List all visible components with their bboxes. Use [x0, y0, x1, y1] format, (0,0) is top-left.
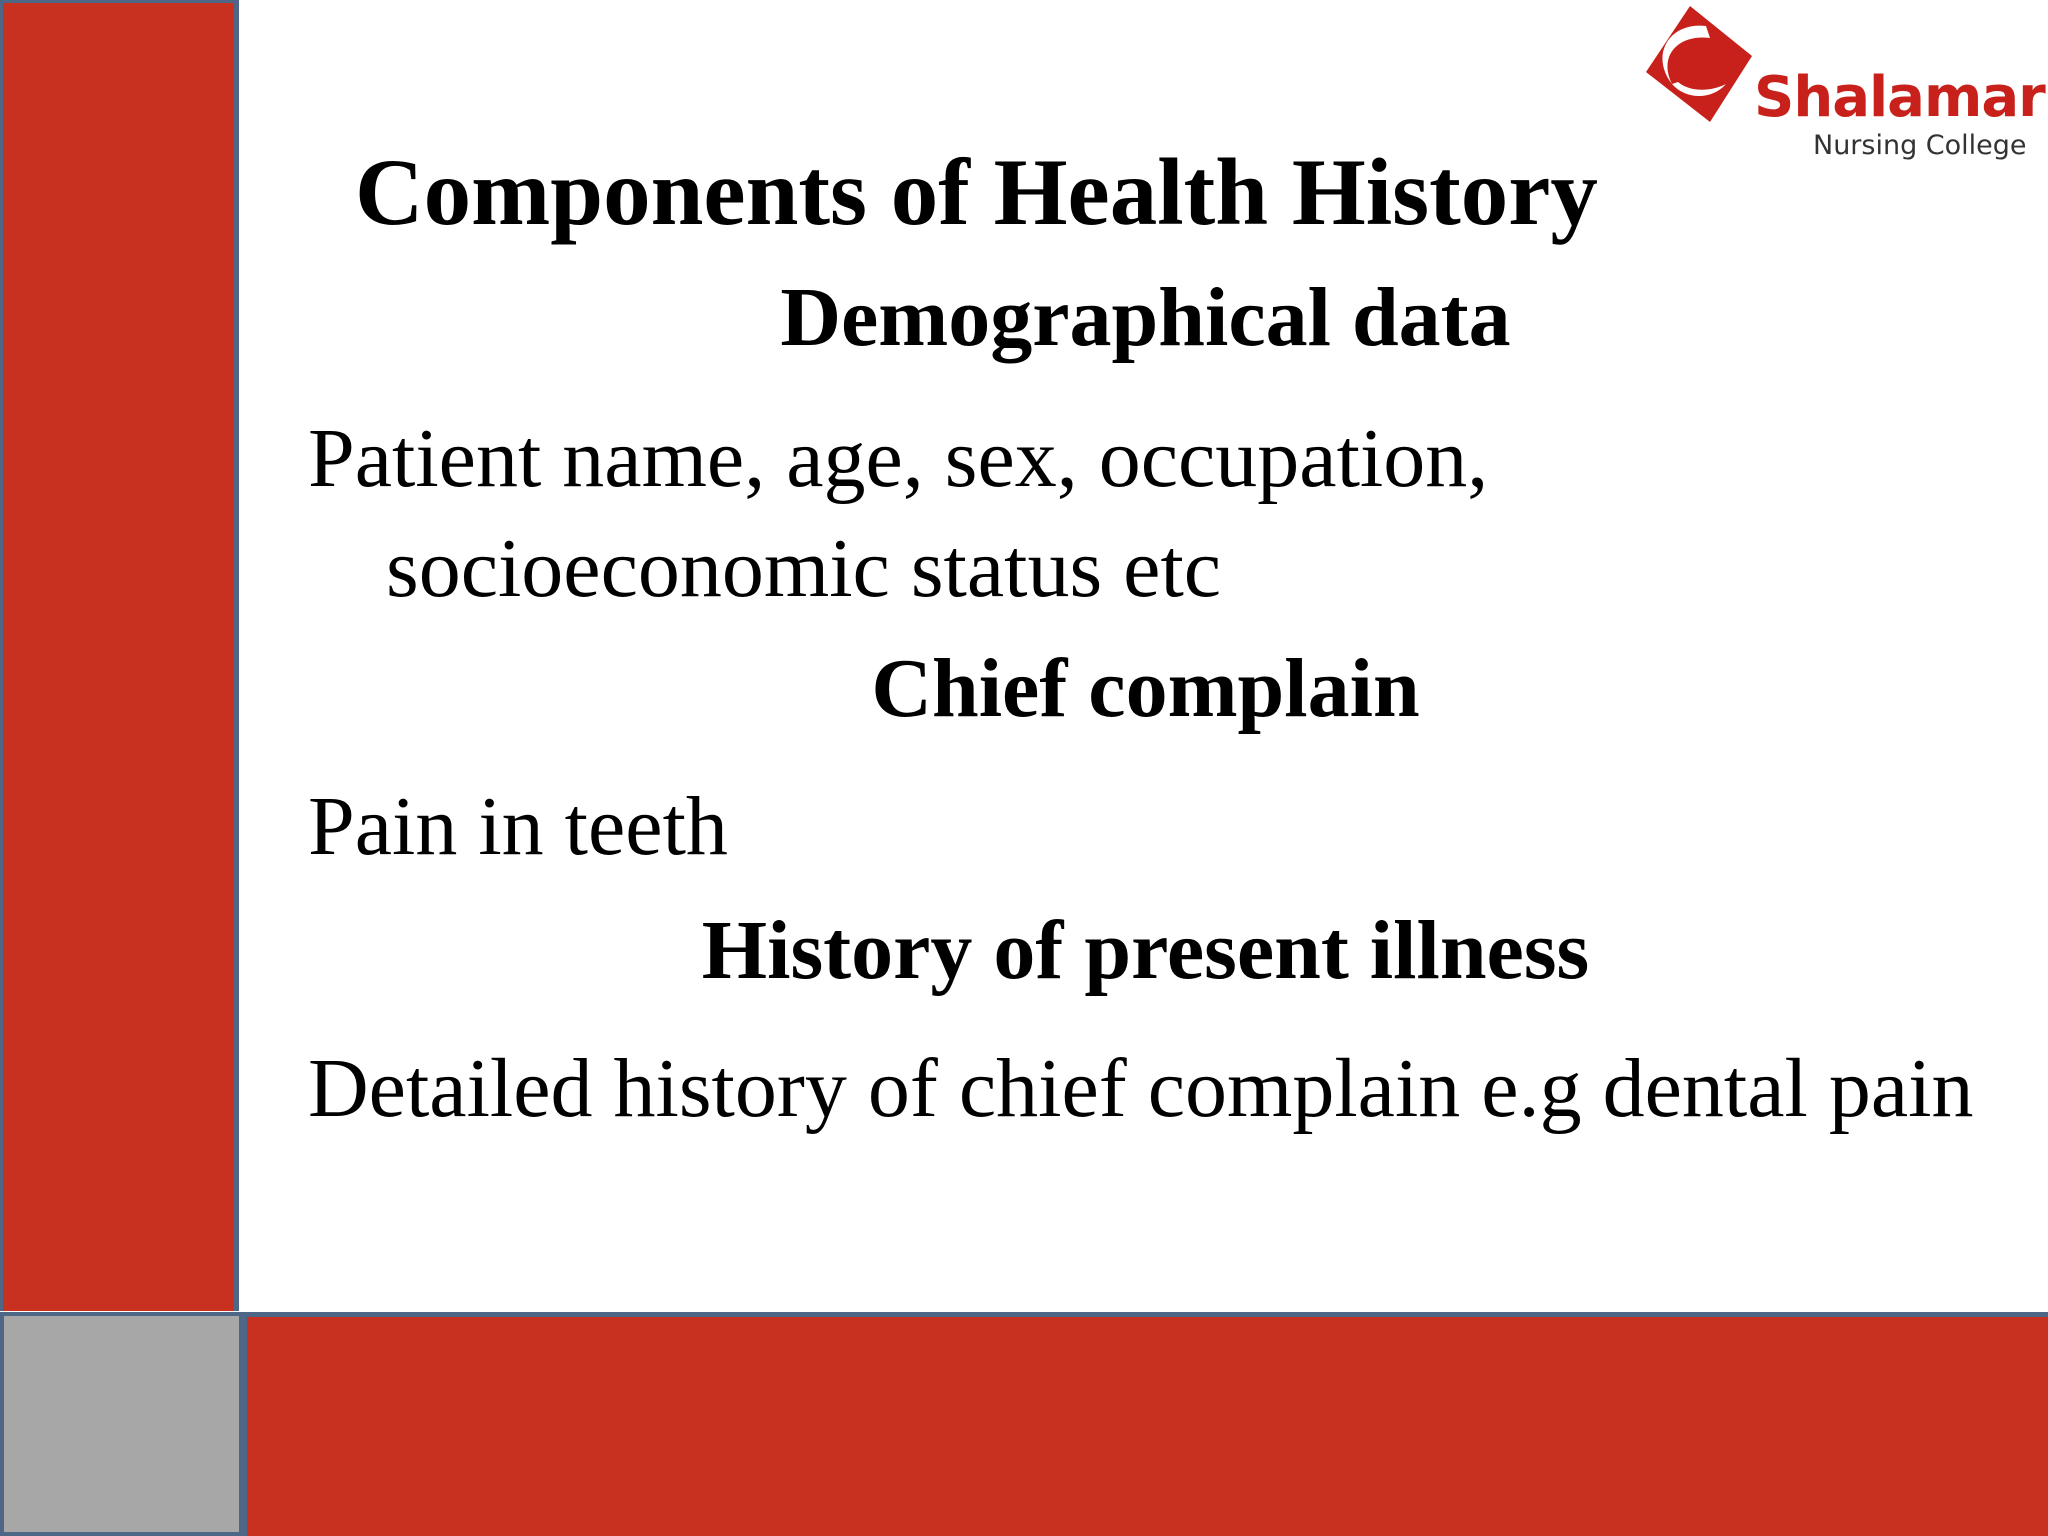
left-decorative-bar — [0, 0, 239, 1311]
logo-subtitle: Nursing College — [1813, 130, 2027, 161]
section-heading-present-illness: History of present illness — [701, 904, 1590, 997]
slide-title: Components of Health History — [355, 139, 1598, 245]
section-body-present-illness: Detailed history of chief complain e.g dental pain — [308, 1042, 1974, 1135]
logo-name: Shalamar — [1754, 65, 2045, 130]
section-body-chief-complain: Pain in teeth — [308, 780, 728, 873]
section-body-demographical: Patient name, age, sex, occupation, socioeconomic status etc — [308, 412, 1489, 615]
bottom-decorative-bar — [243, 1312, 2048, 1536]
section-heading-chief-complain: Chief complain — [871, 642, 1420, 735]
section-heading-demographical: Demographical data — [780, 271, 1511, 364]
shalamar-logo-icon — [1628, 4, 1768, 134]
college-logo — [1628, 4, 2045, 172]
corner-decorative-square — [0, 1312, 243, 1536]
